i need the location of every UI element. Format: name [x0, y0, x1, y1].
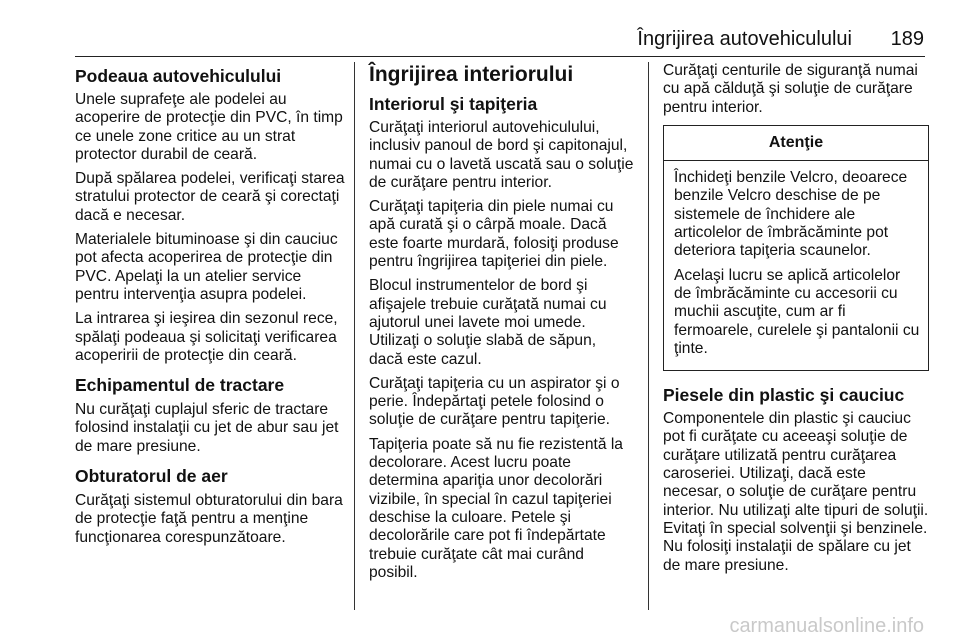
- paragraph: Materialele bituminoase şi din cauciuc pot afecta acoperirea de protecţie din PVC. Apelaţi la un atelier service pentru intervenţia asupra podelei.: [75, 231, 338, 303]
- page-number: 189: [890, 28, 924, 50]
- heading-upholstery: Interiorul şi tapiţeria: [369, 94, 538, 114]
- header-title: Îngrijirea autovehiculului: [637, 28, 852, 50]
- watermark: carmanualsonline.info: [729, 615, 924, 637]
- paragraph: Curăţaţi tapiţeria din piele numai cu apă curată şi o cârpă moale. Dacă este foarte murdară, folosiţi produse pentru îngrijirea tapiţeriei din piele.: [369, 198, 619, 271]
- paragraph: Blocul instrumentelor de bord şi afişajele trebuie curăţată numai cu ajutorul unei lavete moi umede. Utilizaţi o soluţie slabă de săpun, dacă este cazul.: [369, 277, 607, 368]
- column-middle: [369, 62, 634, 588]
- page-header: [0, 0, 960, 60]
- header-rule: [75, 56, 925, 57]
- column-right: [663, 62, 929, 581]
- paragraph: Curăţaţi interiorul autovehiculului, inclusiv panoul de bord şi capitonajul, numai cu o lavetă uscată sau o soluţie de curăţare pentru interior.: [369, 119, 634, 191]
- paragraph: La intrarea şi ieşirea din sezonul rece, spălaţi podeaua şi solicitaţi verificarea acoperirii de protecţie din ceară.: [75, 310, 338, 364]
- paragraph: Unele suprafeţe ale podelei au acoperire de protecţie din PVC, în timp ce unele zone critice au un strat protector durabil de ceară.: [75, 91, 343, 163]
- column-divider: [354, 62, 355, 610]
- column-divider: [648, 62, 649, 610]
- paragraph: Curăţaţi sistemul obturatorului din bara de protecţie faţă pentru a menţine funcţionarea corespunzătoare.: [75, 492, 343, 546]
- warning-paragraph: Închideţi benzile Velcro, deoarece benzile Velcro deschise de pe sistemele de închidere ale articolelor de îmbrăcăminte pot deteriora tapiţeria scaunelor.: [674, 169, 908, 260]
- warning-box: [663, 125, 929, 371]
- paragraph: După spălarea podelei, verificaţi starea stratului protector de ceară şi corectaţi dacă e necesar.: [75, 170, 345, 224]
- heading-air-flap: Obturatorul de aer: [75, 466, 228, 487]
- warning-title: Atenţie: [664, 126, 928, 161]
- heading-interior-care: Îngrijirea interiorului: [369, 63, 574, 86]
- paragraph: Tapiţeria poate să nu fie rezistentă la decolorare. Acest lucru poate determina apariţia unor decolorări vizibile, în special în cazul tapiţeriei deschise la culoare. Petele şi decolorările care pot fi îndepărtate trebuie curăţate cât mai curând posibil.: [369, 435, 623, 581]
- paragraph: Curăţaţi centurile de siguranţă numai cu apă călduţă şi soluţie de curăţare pentru interior.: [663, 62, 918, 116]
- heading-floor: Podeaua autovehiculului: [75, 66, 282, 86]
- paragraph: Curăţaţi tapiţeria cu un aspirator şi o perie. Îndepărtaţi petele folosind o soluţie de curăţare pentru tapiţerie.: [369, 374, 620, 429]
- warning-paragraph: Acelaşi lucru se aplică articolelor de îmbrăcăminte cu accesorii cu muchii ascuţite, cum ar fi fermoarele, curelele şi pantalonii cu ţinte.: [674, 266, 920, 357]
- paragraph: Componentele din plastic şi cauciuc pot fi curăţate cu aceeaşi soluţie de curăţare utilizată pentru curăţarea caroseriei. Utilizaţi, dacă este necesar, o soluţie de curăţare pentru interior. Nu utilizaţi alte tipuri de soluţii. Evitaţi în special solvenţii şi benzinele. Nu folosiţi instalaţii de spălare cu jet de mare presiune.: [663, 410, 929, 574]
- column-left: [75, 62, 345, 553]
- warning-body: [664, 161, 928, 370]
- heading-towing: Echipamentul de tractare: [75, 375, 285, 396]
- heading-plastic-rubber: Piesele din plastic şi cauciuc: [663, 385, 905, 406]
- paragraph: Nu curăţaţi cuplajul sferic de tractare folosind instalaţii cu jet de abur sau jet de mare presiune.: [75, 401, 339, 455]
